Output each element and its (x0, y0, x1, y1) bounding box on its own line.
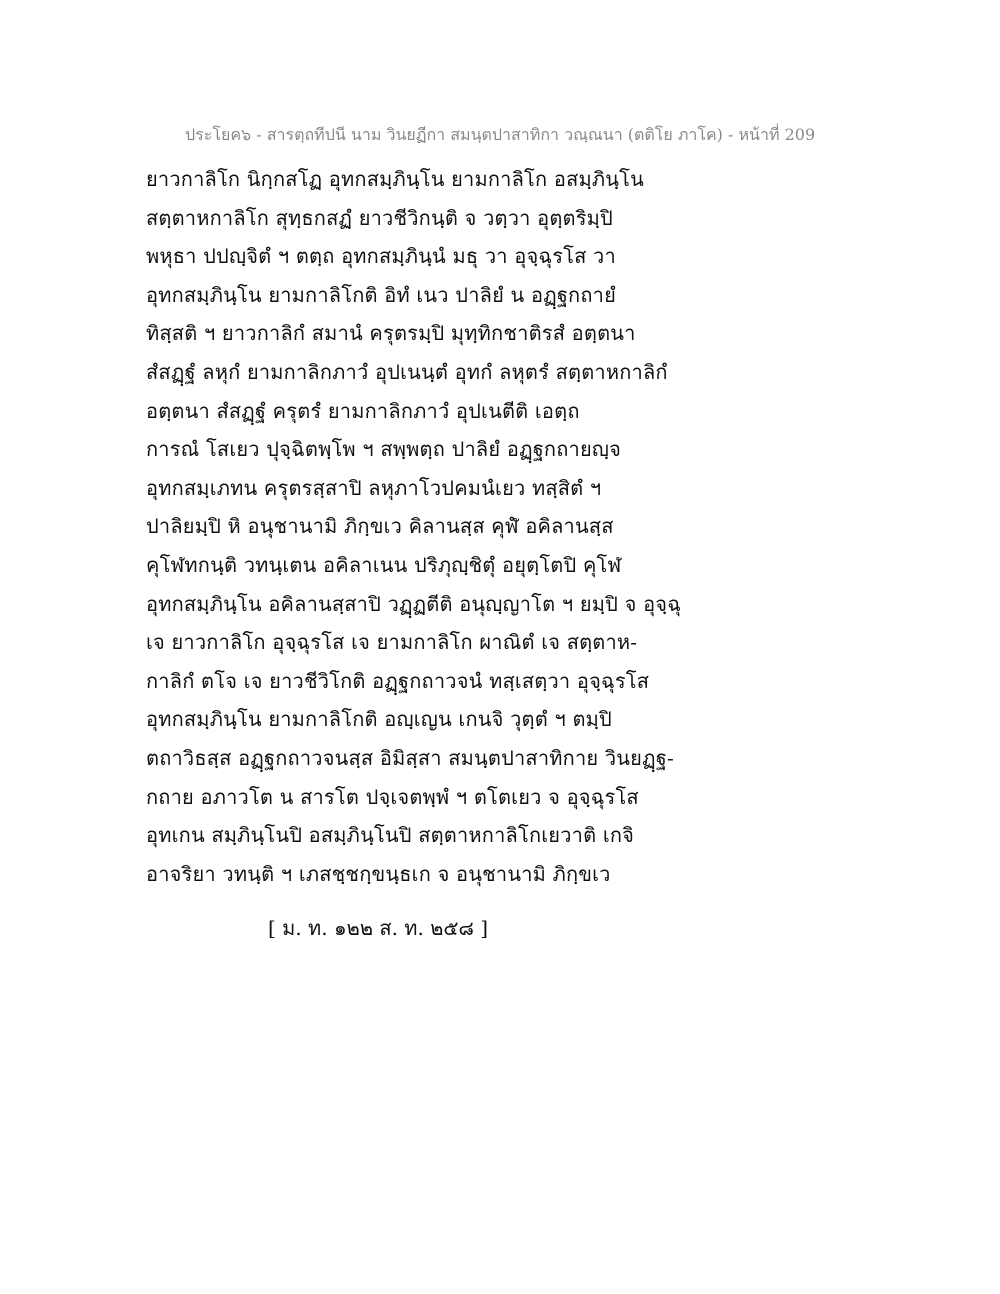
text-line: อุทกสมฺเภทน ครุตรสฺสาปิ ลหุภาโวปคมนํเยว ทสฺสิตํ ฯ (146, 475, 602, 500)
text-line: ปาลิยมฺปิ หิ อนุชานามิ ภิกฺขเว คิลานสฺส คุฬํ อคิลานสฺส (146, 514, 614, 539)
text-line: สตฺตาหกาลิโก สุทฺธกสฏํ ยาวชีวิกนฺติ จ วตฺวา อุตฺตริมฺปิ (146, 205, 613, 230)
body-text (146, 160, 766, 893)
text-line: กถาย อภาวโต น สารโต ปจฺเจตพฺพํ ฯ ตโตเยว จ อุจฺฉุรโส (146, 784, 639, 809)
reference-citation: [ ม. ท. ๑๒๒ ส. ท. ๒๕๘ ] (268, 916, 489, 940)
text-line: สํสฏฺฐํ ลหุกํ ยามกาลิกภาวํ อุปเนนฺตํ อุทกํ ลหุตรํ สตฺตาหกาลิกํ (146, 359, 668, 384)
text-line: การณํ โสเยว ปุจฺฉิตพฺโพ ฯ สพฺพตฺถ ปาลิยํ อฏฺฐกถายญฺจ (146, 437, 622, 462)
text-line: อุทกสมฺภินฺโน ยามกาลิโกติ อญฺเญน เกนจิ วุตฺตํ ฯ ตมฺปิ (146, 707, 612, 732)
text-line: อุทกสมฺภินฺโน อคิลานสฺสาปิ วฏฺฏตีติ อนุญฺญาโต ฯ ยมฺปิ จ อุจฺฉุ (146, 591, 682, 616)
text-line: ทิสฺสติ ฯ ยาวกาลิกํ สมานํ ครุตรมฺปิ มุทฺทิกชาติรสํ อตฺตนา (146, 321, 636, 346)
text-line: อุทกสมฺภินฺโน ยามกาลิโกติ อิทํ เนว ปาลิยํ น อฏฺฐกถายํ (146, 282, 617, 307)
text-line: ยาวกาลิโก นิกฺกสโฏ อุทกสมฺภินฺโน ยามกาลิโก อสมฺภินฺโน (146, 167, 644, 191)
text-line: คุโฬทกนฺติ วทนฺเตน อคิลาเนน ปริภุญฺชิตุํ อยุตฺโตปิ คุโฬ (146, 552, 622, 577)
text-line: อตฺตนา สํสฏฺฐํ ครุตรํ ยามกาลิกภาวํ อุปเนตีติ เอตฺถ (146, 398, 580, 423)
text-line: ตถาวิธสฺส อฏฺฐกถาวจนสฺส อิมิสฺสา สมนฺตปาสาทิกาย วินยฏฺฐ- (146, 745, 674, 770)
text-line: พหุธา ปปญฺจิตํ ฯ ตตฺถ อุทกสมฺภินฺนํ มธุ วา อุจฺฉุรโส วา (146, 244, 616, 269)
text-line: อาจริยา วทนฺติ ฯ เภสชฺชกฺขนฺธเก จ อนุชานามิ ภิกฺขเว (146, 861, 611, 886)
text-line: เจ ยาวกาลิโก อุจฺฉุรโส เจ ยามกาลิโก ผาณิตํ เจ สตฺตาห- (146, 630, 638, 655)
text-line: อุทเกน สมฺภินฺโนปิ อสมฺภินฺโนปิ สตฺตาหกาลิโกเยวาติ เกจิ (146, 823, 635, 848)
text-line: กาลิกํ ตโจ เจ ยาวชีวิโกติ อฏฺฐกถาวจนํ ทสฺเสตฺวา อุจฺฉุรโส (146, 668, 650, 693)
running-header: ประโยค๖ - สารตฺถทีปนี นาม วินยฏีกา สมนฺตปาสาทิกา วณฺณนา (ตติโย ภาโค) - หน้าที่ 209 (185, 125, 816, 144)
